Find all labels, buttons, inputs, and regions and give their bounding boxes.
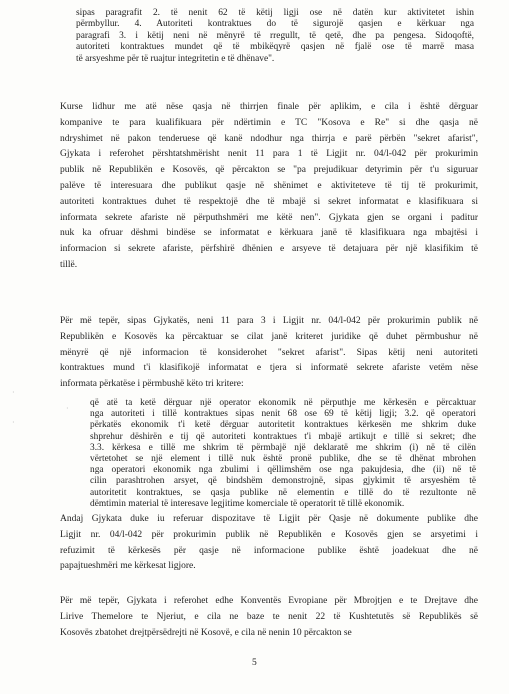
text-line: informata përkatëse i përmbushë këto tri kritere: [60,379,244,390]
text-line: publik në Republikën e Kosovës, që përcakton se "pa prejudikuar detyrimin për t'u siguruar [60,165,478,176]
text-line: përkatës ekonomik t'i ketë dërguar autoritetit kontraktues kërkesën me shkrim duke [90,420,476,431]
text-line: vërtetohet se një element i tillë nuk është pronë publike, dhe se të dhënat mbrohen [90,454,476,465]
text-line: Lirive Themelore te Njeriut, e cila ne baze te nenit 22 të Kushtetutës së Republikës së [60,611,478,622]
text-line: informacion si sekrete afariste, përfshirë dhënien e arsyeve të detajuara për një klasifikim të [60,244,478,255]
text-line: Për më tepër, sipas Gjykatës, neni 11 para 3 i Ligjit nr. 04/l-042 për prokurimin publik në [60,316,478,326]
text-line: autoriteti kontraktues duhet të respektojë dhe të mbajë si sekret informatat e klasifikuara si [60,196,478,207]
text-line: palëve të interesuara dhe publikut qasje në shënimet e aktiviteteve të tij të prokurimit, [60,180,478,191]
text-line: nga operatori ekonomik nga zbulimi i qëllimshëm ose nga pakujdesia, dhe (ii) në të [90,465,476,476]
text-line: Kosovës zbatohet drejtpërsëdrejti në Kosovë, e cila në nenin 10 përcakton se [60,627,352,638]
text-line: ndryshimet në pakon tenderuese që kanë ndodhur nga thirrja e parë përbën "sekret afarist", [60,133,478,144]
text-line: autoriteti kontraktues mundet që të mbikëqyrë qasjen në fjalë ose të marrë masa [76,42,474,53]
text-line: mënyrë që një informacion të konsiderohet "sekret afarist". Sipas këtij neni autoriteti [60,347,478,358]
text-line: paragrafi 3. i këtij neni në mënyrë të rregullt, të qetë, dhe pa pengesa. Sidoqoftë, [76,30,474,41]
page-number: 5 [252,658,257,668]
scan-speck: · [12,388,15,397]
text-line: që atë ta ketë dërguar një operator ekonomik në përputhje me kërkesën e përcaktuar [90,398,476,408]
text-line: Kurse lidhur me atë nëse qasja në thirrjen finale për aplikim, e cila i është dërguar [60,102,478,112]
paragraph [60,314,478,393]
paragraph [60,594,478,641]
paragraph [60,512,478,575]
text-line: refuzimit të kërkesës për qasje në informacione publike është joadekuat dhe në [60,545,478,556]
text-line: kompanive te para kualifikuara për ndërtimin e TC "Kosova e Re" si dhe qasja në [60,117,478,128]
text-line: përmbyllur. 4. Autoriteti kontraktues do të sigurojë qasjen e kërkuar nga [76,19,474,30]
text-line: Për më tepër, Gjykata i referohet edhe Konventës Evropiane për Mbrojtjen e te Drejtave dhe [60,596,478,606]
scan-speck: · [66,404,69,413]
text-line: cilin parashtrohen arsyet, që bindshëm demonstrojnë, sipas gjykimit të arsyeshëm të [90,476,476,487]
criteria-quote [90,398,476,510]
text-line: nuk ka ofruar dëshmi bindëse se informatat e kërkuara janë të klasifikuara nga mbajtësi i [60,228,478,239]
quoted-law-excerpt [76,8,474,65]
paragraph [60,100,478,274]
text-line: Andaj Gjykata duke iu referuar dispozitave të Ligjit për Qasje në dokumente publike dhe [60,514,478,524]
text-line: Republikën e Kosovës ka përcaktuar se cilat janë kriteret juridike që duhet përmbushur në [60,331,478,342]
text-line: dëmtimin material të interesave legjitime komerciale të operatorit të tillë ekonomik. [90,498,405,509]
text-line: Gjykata i referohet përshtatshmërisht nenit 11 para 1 të Ligjit nr. 04/l-042 për prokurimin [60,149,478,160]
text-line: informata sekrete afariste në përputhshmëri me këtë nen". Gjykata gjen se organi i paditur [60,212,478,223]
text-line: 3.3. kërkesa e tillë me shkrim të përmbajë një deklaratë me shkrim (i) në të cilën [90,442,476,453]
text-line: kontraktues mund t'i klasifikojë informatat e tjera si informatë sekrete afariste vetëm nëse [60,363,478,374]
text-line: të arsyeshme për të ruajtur integritetin e të dhënave". [76,53,275,64]
text-line: nga autoriteti i tillë kontraktues sipas nenit 68 ose 69 të këtij ligji; 3.2. që operatori [90,409,476,420]
text-line: sipas paragrafit 2. të nenit 62 të këtij ligji ose në datën kur aktivitetet ishin [76,8,474,18]
text-line: autoritetit kontraktues, se qasja publike në elementin e tillë do të rezultonte në [90,487,476,498]
text-line: Ligjit nr. 04/l-042 për prokurimin publik në Republikën e Kosovës gjen se arsyetimi i [60,529,478,540]
scan-speck: · [12,418,15,427]
text-line: tillë. [60,259,78,270]
text-line: shprehur dëshirën e tij që autoriteti kontraktues t'i mbajë artikujt e tillë si sekret; dhe [90,431,476,442]
text-line: papajtueshmëri me kërkesat ligjore. [60,561,196,572]
